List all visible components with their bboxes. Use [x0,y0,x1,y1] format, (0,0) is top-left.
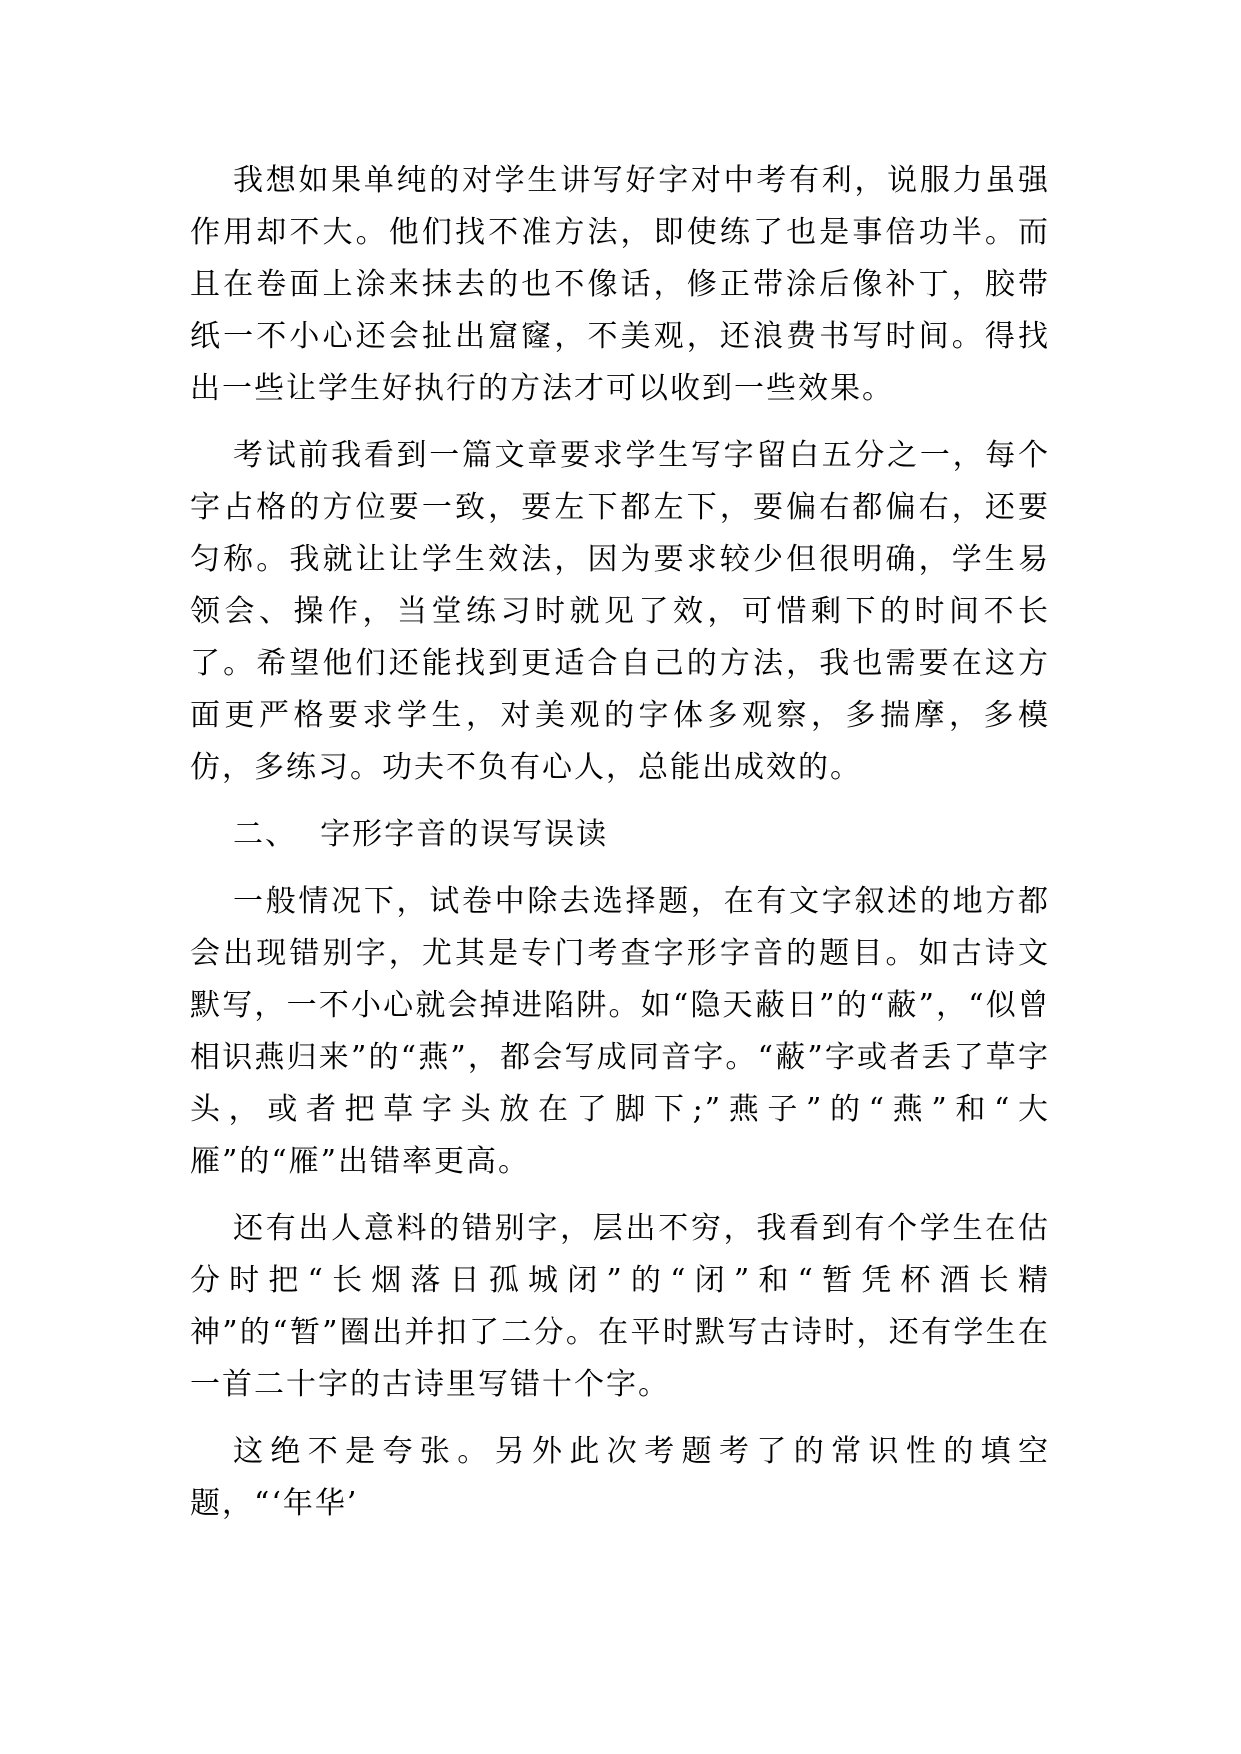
paragraph-wrong-characters: 一般情况下，试卷中除去选择题，在有文字叙述的地方都会出现错别字，尤其是专门考查字形字音的题目。如古诗文默写，一不小心就会掉进陷阱。如“隐天蔽日”的“蔽”，“似曾相识燕归来”的“燕”，都会写成同音字。“蔽”字或者丢了草字头，或者把草字头放在了脚下;”燕子”的“燕”和“大雁”的“雁”出错率更高。 [190,884,1050,1179]
paragraph-writing-methods: 我想如果单纯的对学生讲写好字对中考有利，说服力虽强作用却不大。他们找不准方法，即使练了也是事倍功半。而且在卷面上涂来抹去的也不像话，修正带涂后像补丁，胶带纸一不小心还会扯出窟窿，不美观，还浪费书写时间。得找出一些让学生好执行的方法才可以收到一些效果。 [190,163,1050,406]
section-heading: 二、 字形字音的误写误读 [233,817,609,852]
paragraph-exam-practice: 考试前我看到一篇文章要求学生写字留白五分之一，每个字占格的方位要一致，要左下都左下，要偏右都偏右，还要匀称。我就让让学生效法，因为要求较少但很明确，学生易领会、操作，当堂练习时就见了效，可惜剩下的时间不长了。希望他们还能找到更适合自己的方法，我也需要在这方面更严格要求学生，对美观的字体多观察，多揣摩，多模仿，多练习。功夫不负有心人，总能出成效的。 [190,438,1050,785]
paragraph-not-exaggeration: 这绝不是夸张。另外此次考题考了的常识性的填空题，“‘年华’ [190,1434,1050,1521]
paragraph-unexpected-errors: 还有出人意料的错别字，层出不穷，我看到有个学生在估分时把“长烟落日孤城闭”的“闭”和“暂凭杯酒长精神”的“暂”圈出并扣了二分。在平时默写古诗时，还有学生在一首二十字的古诗里写错十个字。 [190,1211,1050,1402]
document-body [190,155,1050,1545]
